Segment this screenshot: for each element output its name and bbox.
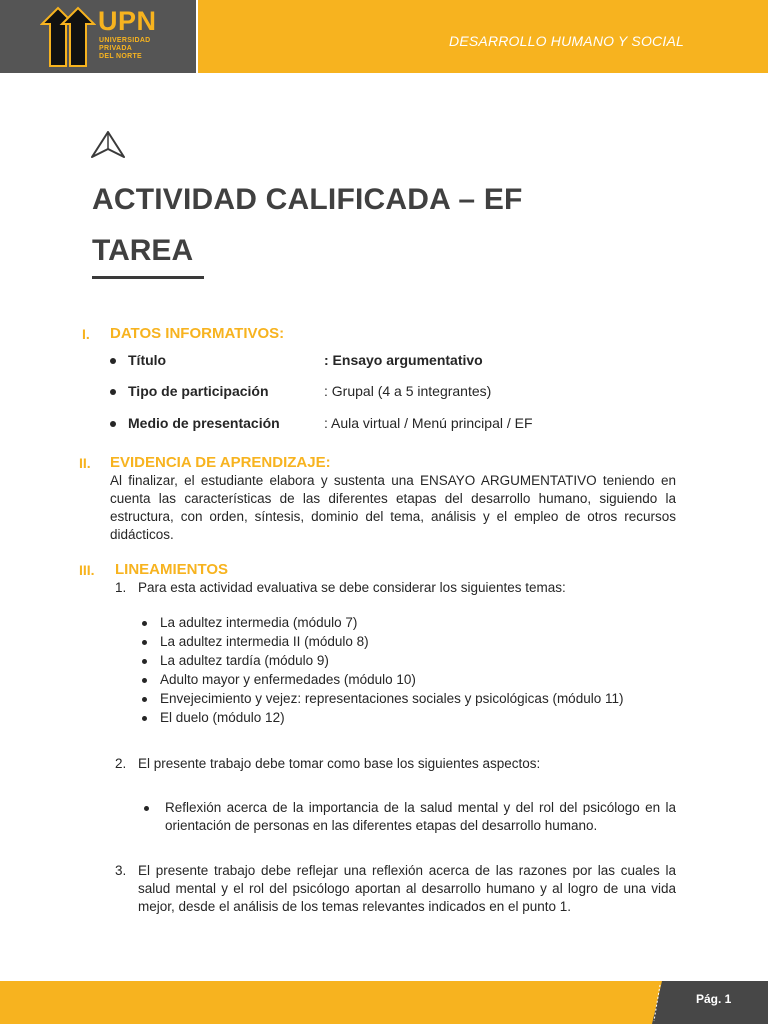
upn-logo-icon xyxy=(40,6,96,68)
topic-list xyxy=(142,614,623,728)
info-value: : Grupal (4 a 5 integrantes) xyxy=(324,383,492,399)
document-title: ACTIVIDAD CALIFICADA – EF xyxy=(92,183,523,216)
arrow-icon xyxy=(91,131,125,159)
info-label: Tipo de participación xyxy=(128,383,269,399)
list-item: La adultez intermedia II (módulo 8) xyxy=(142,633,623,652)
aspect-text: Reflexión acerca de la importancia de la salud mental y del rol del psicólogo en la orientación de personas en las diferentes etapas del desarrollo humano. xyxy=(165,800,676,833)
item-number: 3. xyxy=(115,863,127,878)
section-heading-evidencia: EVIDENCIA DE APRENDIZAJE: xyxy=(110,454,331,471)
logo-subtext: UNIVERSIDAD PRIVADA DEL NORTE xyxy=(99,37,151,60)
course-title: DESARROLLO HUMANO Y SOCIAL xyxy=(449,33,684,49)
info-value: : Aula virtual / Menú principal / EF xyxy=(324,415,533,431)
bullet-icon xyxy=(110,421,116,427)
list-item: La adultez intermedia (módulo 7) xyxy=(142,614,623,633)
item-text: El presente trabajo debe reflejar una reflexión acerca de las razones por las cuales la salud mental y el rol del psicólogo aportan al desarrollo humano y al logro de una vida mejor, desde el análisis de los temas relevantes indicados en el punto 1. xyxy=(138,863,676,914)
logo-text: UPN xyxy=(98,6,157,36)
info-label: Medio de presentación xyxy=(128,415,280,431)
bullet-icon xyxy=(144,806,149,811)
item-number: 2. xyxy=(115,756,127,771)
logo-box xyxy=(0,0,196,73)
section-number-datos: I. xyxy=(82,326,90,342)
info-value: : Ensayo argumentativo xyxy=(324,352,483,368)
item-text: El presente trabajo debe tomar como base los siguientes aspectos: xyxy=(138,756,541,771)
list-item: El duelo (módulo 12) xyxy=(142,709,623,728)
title-underline xyxy=(92,276,204,279)
list-item: Adulto mayor y enfermedades (módulo 10) xyxy=(142,671,623,690)
list-item: Envejecimiento y vejez: representaciones sociales y psicológicas (módulo 11) xyxy=(142,690,623,709)
bullet-icon xyxy=(110,358,116,364)
evidencia-paragraph: Al finalizar, el estudiante elabora y sustenta una ENSAYO ARGUMENTATIVO teniendo en cuenta las características de las diferentes etapas del desarrollo humano, siguiendo la estructura, con orden, síntesis, dominio del tema, análisis y el empleo de otros recursos didácticos. xyxy=(110,473,676,542)
section-heading-datos: DATOS INFORMATIVOS: xyxy=(110,325,285,342)
footer-divider-icon xyxy=(650,981,674,1024)
document-subtitle: TAREA xyxy=(92,234,194,267)
section-heading-lineamientos: LINEAMIENTOS xyxy=(115,561,229,578)
section-number-evidencia: II. xyxy=(79,455,91,471)
page-header xyxy=(0,0,768,73)
info-label: Título xyxy=(128,352,167,368)
section-number-lineamientos: III. xyxy=(79,562,95,578)
bullet-icon xyxy=(110,389,116,395)
page-number: Pág. 1 xyxy=(696,992,732,1006)
item-number: 1. xyxy=(115,580,127,595)
item-text: Para esta actividad evaluativa se debe considerar los siguientes temas: xyxy=(138,580,566,595)
list-item: La adultez tardía (módulo 9) xyxy=(142,652,623,671)
